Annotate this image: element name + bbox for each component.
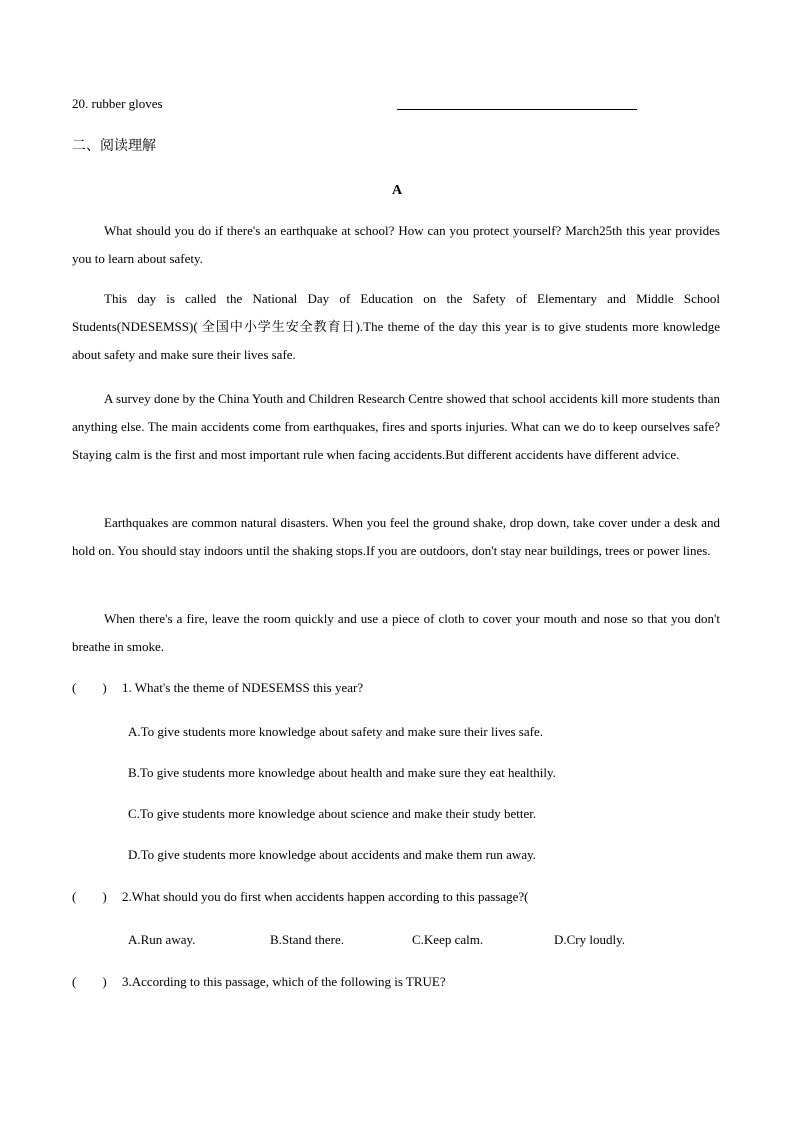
answer-parentheses[interactable]: ( ) (72, 680, 107, 695)
question-stem: 3.According to this passage, which of the following is TRUE? (122, 974, 446, 989)
paragraph-text: What should you do if there's an earthquake at school? How can you protect yourself? March25th this year provides you to learn about safety. (72, 223, 720, 266)
paragraph-5 (72, 605, 720, 661)
paragraph-text: A survey done by the China Youth and Children Research Centre showed that school accidents kill more students than anything else. The main accidents come from earthquakes, fires and sports injuries. What can we do to keep ourselves safe? Staying calm is the first and most important rule when facing accidents.But different accidents have different advice. (72, 391, 720, 462)
q2-option-a: A.Run away. (128, 932, 196, 947)
q2-option-c: C.Keep calm. (412, 932, 484, 947)
paragraph-1 (72, 217, 720, 273)
paragraph-4 (72, 509, 720, 565)
paragraph-3 (72, 385, 720, 469)
paragraph-text: Earthquakes are common natural disasters. When you feel the ground shake, drop down, take cover under a desk and hold on. You should stay indoors until the shaking stops.If you are outdoors, don't stay near buildings, trees or power lines. (72, 515, 720, 558)
answer-parentheses[interactable]: ( ) (72, 974, 107, 989)
question-2 (72, 887, 529, 907)
item-20: 20. rubber gloves (72, 96, 163, 111)
answer-blank-line[interactable] (397, 109, 637, 110)
question-1 (72, 678, 363, 698)
q2-option-b: B.Stand there. (270, 932, 345, 947)
paragraph-text: When there's a fire, leave the room quickly and use a piece of cloth to cover your mouth and nose so that you don't breathe in smoke. (72, 611, 720, 654)
question-stem: 1. What's the theme of NDESEMSS this year? (122, 680, 364, 695)
q2-options (128, 930, 625, 950)
question-stem: 2.What should you do first when accidents happen according to this passage?( (122, 889, 529, 904)
q1-option-d: D.To give students more knowledge about accidents and make them run away. (128, 847, 536, 862)
answer-parentheses[interactable]: ( ) (72, 889, 107, 904)
q1-option-c: C.To give students more knowledge about science and make their study better. (128, 806, 537, 821)
passage-label: A (391, 183, 403, 198)
section-title: 二、阅读理解 (72, 138, 156, 154)
question-3 (72, 972, 446, 992)
q1-option-b: B.To give students more knowledge about health and make sure they eat healthily. (128, 765, 556, 780)
q1-option-a: A.To give students more knowledge about safety and make sure their lives safe. (128, 724, 543, 739)
q2-option-d: D.Cry loudly. (554, 932, 626, 947)
paragraph-text: This day is called the National Day of Education on the Safety of Elementary and Middle School Students(NDESEMSS)( 全国中小学生安全教育日).The theme of the day this year is to give students more knowledge about safety and make sure their lives safe. (72, 291, 720, 362)
paragraph-2 (72, 285, 720, 369)
